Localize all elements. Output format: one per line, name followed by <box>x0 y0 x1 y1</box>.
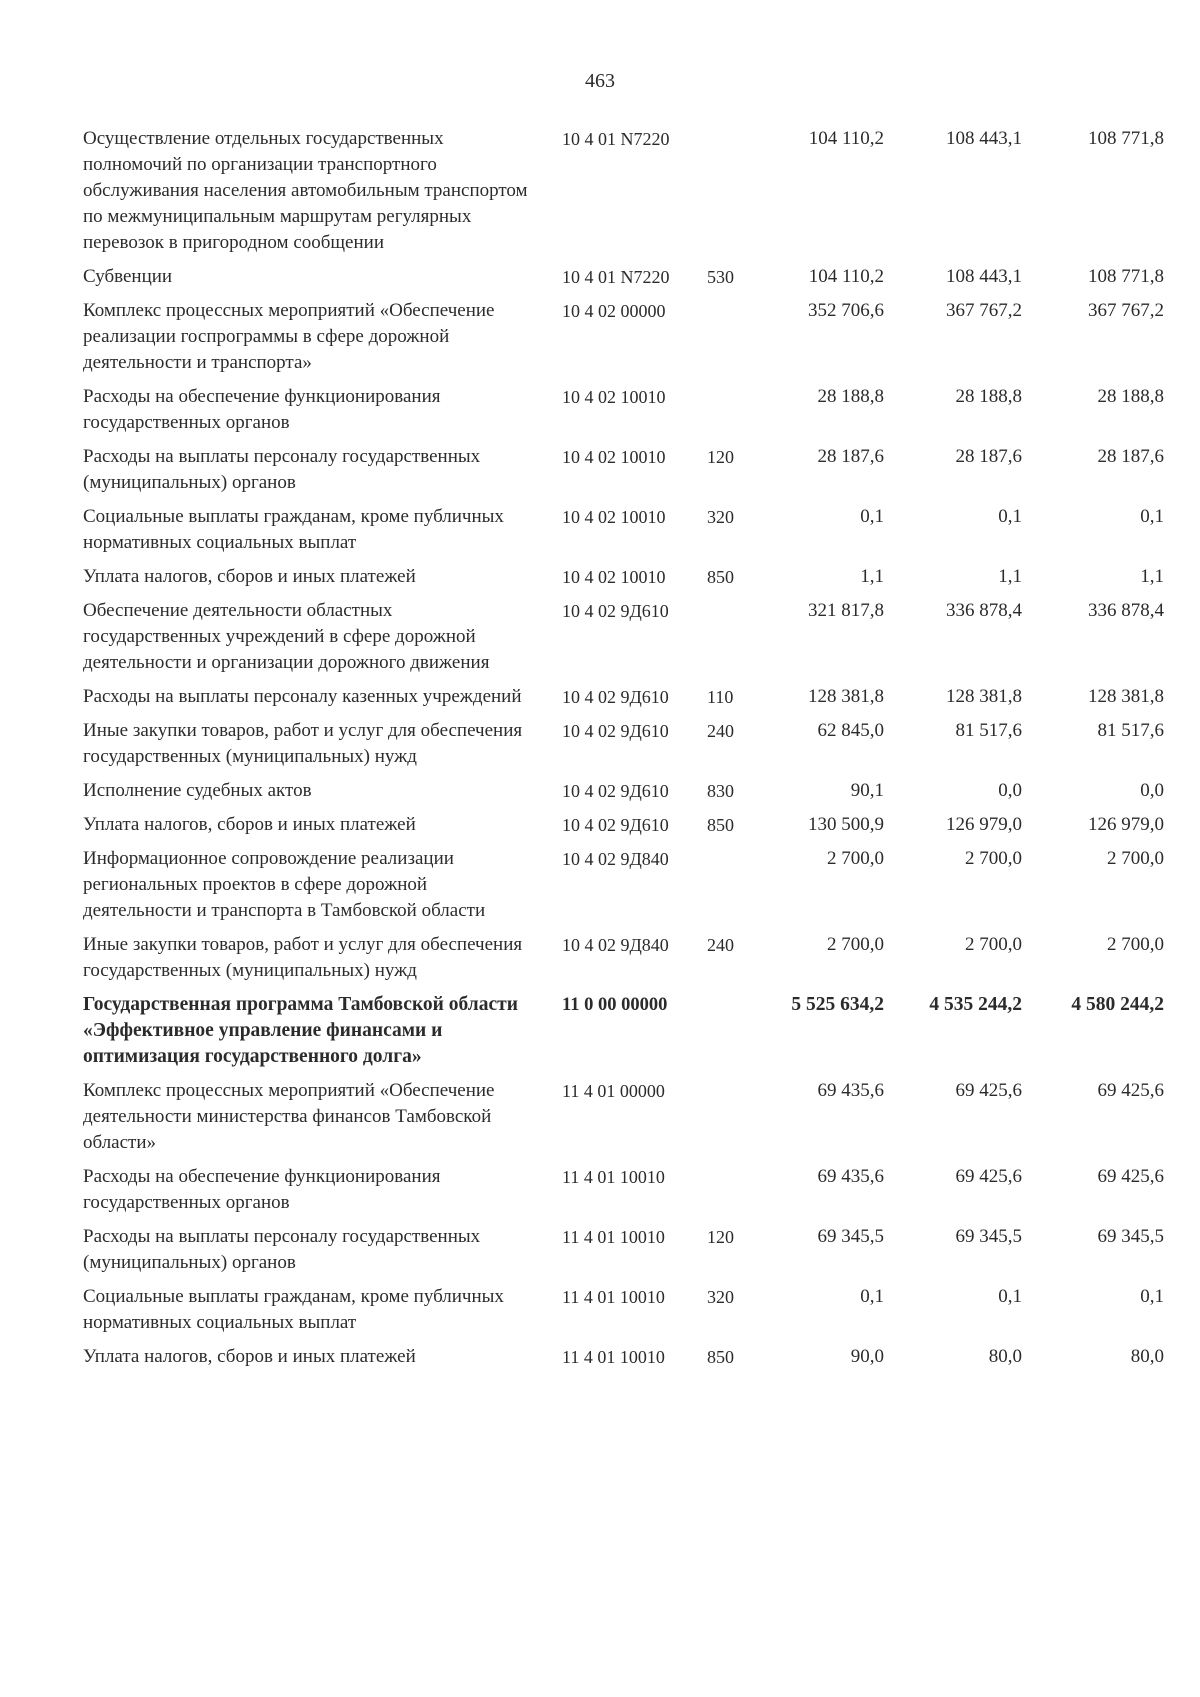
row-value-year-1: 69 345,5 <box>817 1226 884 1247</box>
table-row <box>0 992 1200 1078</box>
budget-table <box>0 126 1200 1378</box>
row-value-year-2: 108 443,1 <box>946 128 1022 149</box>
row-value-year-2: 81 517,6 <box>955 720 1022 741</box>
table-row <box>0 504 1200 564</box>
row-name: Расходы на выплаты персоналу казенных учреждений <box>83 686 522 707</box>
row-name: Государственная программа Тамбовской области «Эффективное управление финансами и оптимизация государственного долга» <box>83 994 518 1067</box>
table-row <box>0 1078 1200 1164</box>
row-value-year-1: 5 525 634,2 <box>791 994 884 1015</box>
row-value-year-1: 104 110,2 <box>808 266 884 287</box>
row-value-year-2: 69 345,5 <box>955 1226 1022 1247</box>
row-value-year-2: 336 878,4 <box>946 600 1022 621</box>
row-value-year-1: 130 500,9 <box>808 814 884 835</box>
row-name: Социальные выплаты гражданам, кроме публичных нормативных социальных выплат <box>83 506 504 553</box>
row-value-year-1: 128 381,8 <box>808 686 884 707</box>
row-code: 10 4 01 N7220 <box>562 267 670 287</box>
row-value-year-3: 0,1 <box>1140 1286 1164 1307</box>
row-value-year-3: 367 767,2 <box>1088 300 1164 321</box>
row-code: 10 4 02 9Д840 <box>562 849 669 869</box>
row-value-year-2: 126 979,0 <box>946 814 1022 835</box>
row-value-year-3: 69 345,5 <box>1097 1226 1164 1247</box>
row-code: 10 4 02 10010 <box>562 507 666 527</box>
row-value-year-3: 2 700,0 <box>1107 848 1164 869</box>
row-name: Субвенции <box>83 266 173 287</box>
row-value-year-3: 69 425,6 <box>1097 1166 1164 1187</box>
row-value-year-1: 352 706,6 <box>808 300 884 321</box>
row-value-year-2: 2 700,0 <box>965 934 1022 955</box>
row-value-year-3: 80,0 <box>1130 1346 1164 1367</box>
row-value-year-1: 0,1 <box>860 506 884 527</box>
row-value-year-1: 2 700,0 <box>827 848 884 869</box>
row-expense-type: 110 <box>707 687 734 707</box>
page-number: 463 <box>585 70 615 92</box>
row-name: Комплекс процессных мероприятий «Обеспечение реализации госпрограммы в сфере дорожной деятельности и транспорта» <box>83 300 495 373</box>
row-expense-type: 120 <box>707 447 734 467</box>
row-code: 11 4 01 10010 <box>562 1287 665 1307</box>
row-code: 10 4 02 9Д610 <box>562 601 669 621</box>
row-value-year-1: 28 187,6 <box>817 446 884 467</box>
row-value-year-1: 69 435,6 <box>817 1166 884 1187</box>
row-expense-type: 320 <box>707 1287 734 1307</box>
row-value-year-2: 28 188,8 <box>955 386 1022 407</box>
row-value-year-1: 90,0 <box>850 1346 884 1367</box>
row-code: 11 4 01 10010 <box>562 1347 665 1367</box>
row-name: Комплекс процессных мероприятий «Обеспечение деятельности министерства финансов Тамбовской области» <box>83 1080 495 1153</box>
table-row <box>0 932 1200 992</box>
row-value-year-2: 1,1 <box>998 566 1022 587</box>
row-value-year-1: 2 700,0 <box>827 934 884 955</box>
table-row <box>0 684 1200 718</box>
row-expense-type: 120 <box>707 1227 734 1247</box>
row-code: 10 4 02 10010 <box>562 447 666 467</box>
row-expense-type: 830 <box>707 781 734 801</box>
row-value-year-3: 336 878,4 <box>1088 600 1164 621</box>
table-row <box>0 778 1200 812</box>
row-value-year-3: 28 187,6 <box>1097 446 1164 467</box>
row-code: 11 4 01 00000 <box>562 1081 665 1101</box>
row-value-year-2: 69 425,6 <box>955 1080 1022 1101</box>
row-expense-type: 850 <box>707 815 734 835</box>
row-expense-type: 850 <box>707 567 734 587</box>
table-row <box>0 126 1200 264</box>
row-code: 10 4 01 N7220 <box>562 129 670 149</box>
row-code: 10 4 02 00000 <box>562 301 666 321</box>
row-value-year-3: 0,0 <box>1140 780 1164 801</box>
row-name: Осуществление отдельных государственных полномочий по организации транспортного обслуживания населения автомобильным транспортом по межмуниципальным маршрутам регулярных перевозок в пригородном сообщении <box>83 128 528 253</box>
row-value-year-3: 128 381,8 <box>1088 686 1164 707</box>
table-row <box>0 1284 1200 1344</box>
row-value-year-1: 28 188,8 <box>817 386 884 407</box>
row-value-year-3: 108 771,8 <box>1088 128 1164 149</box>
row-value-year-1: 90,1 <box>850 780 884 801</box>
row-value-year-3: 126 979,0 <box>1088 814 1164 835</box>
row-name: Информационное сопровождение реализации региональных проектов в сфере дорожной деятельности и транспорта в Тамбовской области <box>83 848 486 921</box>
row-value-year-1: 1,1 <box>860 566 884 587</box>
row-code: 10 4 02 10010 <box>562 387 666 407</box>
row-name: Исполнение судебных актов <box>83 780 312 801</box>
row-name: Расходы на выплаты персоналу государственных (муниципальных) органов <box>83 446 481 493</box>
row-value-year-2: 80,0 <box>988 1346 1022 1367</box>
row-value-year-2: 108 443,1 <box>946 266 1022 287</box>
row-value-year-3: 4 580 244,2 <box>1071 994 1164 1015</box>
row-name: Уплата налогов, сборов и иных платежей <box>83 566 416 587</box>
row-expense-type: 850 <box>707 1347 734 1367</box>
row-value-year-2: 69 425,6 <box>955 1166 1022 1187</box>
row-name: Расходы на обеспечение функционирования государственных органов <box>83 386 441 433</box>
row-value-year-3: 28 188,8 <box>1097 386 1164 407</box>
row-value-year-2: 4 535 244,2 <box>929 994 1022 1015</box>
row-name: Расходы на выплаты персоналу государственных (муниципальных) органов <box>83 1226 481 1273</box>
row-name: Иные закупки товаров, работ и услуг для обеспечения государственных (муниципальных) нужд <box>83 934 523 981</box>
row-value-year-3: 0,1 <box>1140 506 1164 527</box>
row-value-year-2: 367 767,2 <box>946 300 1022 321</box>
row-code: 10 4 02 9Д610 <box>562 687 669 707</box>
row-value-year-3: 69 425,6 <box>1097 1080 1164 1101</box>
row-expense-type: 240 <box>707 935 734 955</box>
row-value-year-2: 128 381,8 <box>946 686 1022 707</box>
row-value-year-3: 81 517,6 <box>1097 720 1164 741</box>
row-name: Иные закупки товаров, работ и услуг для обеспечения государственных (муниципальных) нужд <box>83 720 523 767</box>
row-value-year-2: 28 187,6 <box>955 446 1022 467</box>
row-value-year-1: 0,1 <box>860 1286 884 1307</box>
row-value-year-3: 1,1 <box>1140 566 1164 587</box>
row-code: 10 4 02 9Д610 <box>562 781 669 801</box>
row-value-year-2: 2 700,0 <box>965 848 1022 869</box>
row-code: 10 4 02 9Д610 <box>562 721 669 741</box>
row-code: 10 4 02 9Д840 <box>562 935 669 955</box>
row-code: 11 4 01 10010 <box>562 1167 665 1187</box>
table-row <box>0 718 1200 778</box>
table-row <box>0 812 1200 846</box>
row-name: Уплата налогов, сборов и иных платежей <box>83 814 416 835</box>
row-value-year-2: 0,1 <box>998 1286 1022 1307</box>
row-expense-type: 240 <box>707 721 734 741</box>
row-value-year-1: 321 817,8 <box>808 600 884 621</box>
row-name: Расходы на обеспечение функционирования государственных органов <box>83 1166 441 1213</box>
table-row <box>0 564 1200 598</box>
table-row <box>0 1344 1200 1378</box>
table-row <box>0 846 1200 932</box>
row-expense-type: 530 <box>707 267 734 287</box>
row-value-year-1: 62 845,0 <box>817 720 884 741</box>
row-code: 11 4 01 10010 <box>562 1227 665 1247</box>
row-name: Обеспечение деятельности областных государственных учреждений в сфере дорожной деятельности и организации дорожного движения <box>83 600 490 673</box>
table-row <box>0 444 1200 504</box>
table-row <box>0 298 1200 384</box>
row-value-year-3: 2 700,0 <box>1107 934 1164 955</box>
row-value-year-1: 104 110,2 <box>808 128 884 149</box>
table-row <box>0 1224 1200 1284</box>
table-row <box>0 1164 1200 1224</box>
row-value-year-3: 108 771,8 <box>1088 266 1164 287</box>
row-name: Социальные выплаты гражданам, кроме публичных нормативных социальных выплат <box>83 1286 504 1333</box>
row-expense-type: 320 <box>707 507 734 527</box>
row-value-year-1: 69 435,6 <box>817 1080 884 1101</box>
row-code: 10 4 02 10010 <box>562 567 666 587</box>
table-row <box>0 598 1200 684</box>
row-name: Уплата налогов, сборов и иных платежей <box>83 1346 416 1367</box>
row-value-year-2: 0,0 <box>998 780 1022 801</box>
row-value-year-2: 0,1 <box>998 506 1022 527</box>
row-code: 10 4 02 9Д610 <box>562 815 669 835</box>
table-row <box>0 264 1200 298</box>
row-code: 11 0 00 00000 <box>562 995 668 1015</box>
table-row <box>0 384 1200 444</box>
